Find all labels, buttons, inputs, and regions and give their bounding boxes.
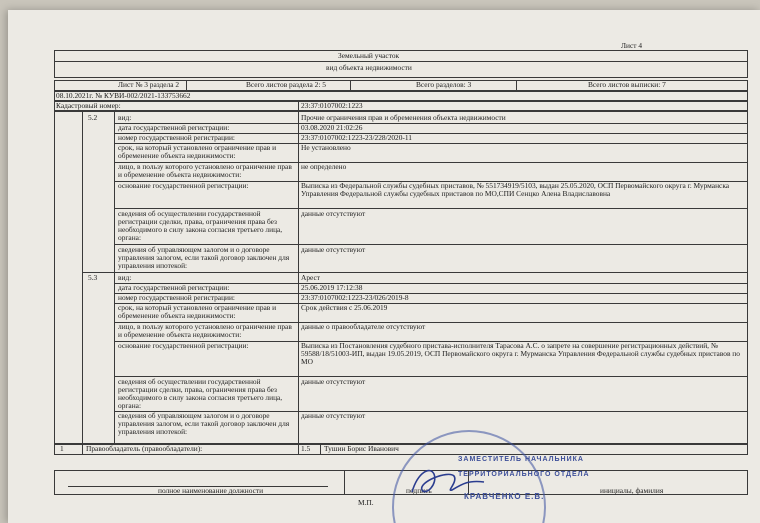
r52-person-value: не определено (301, 162, 347, 171)
r52-basis-value: Выписка из Федеральной службы судебных приставов, № 551734919/5103, выдан 25.05.2020, ОСП Первомайского округа г. Мурманска Управления Федеральной службы судебных приставов по МО,СПИ Сенцко Алена Владиславовна (301, 181, 730, 198)
sheet-number: Лист 4 (621, 41, 643, 50)
r53-vid-value: Арест (301, 273, 321, 282)
signature-caption: подпись (406, 486, 432, 495)
r53-term-value: Срок действия с 25.06.2019 (301, 303, 388, 312)
r53-person-label: лицо, в пользу которого установлено ограничение прав и обременение объекта недвижимости: (118, 322, 292, 339)
object-title: Земельный участок (338, 51, 400, 60)
divider (350, 80, 351, 91)
stamp-name: КРАВЧЕНКО Е.В. (464, 492, 545, 501)
owner-sub-number: 1.5 (301, 444, 311, 453)
date-number: 08.10.2021г. № КУВИ-002/2021-133753662 (56, 91, 191, 100)
divider (54, 61, 748, 62)
r53-deal-value: данные отсутствуют (301, 377, 366, 386)
cadastral-row (54, 101, 748, 111)
section-divider (82, 272, 748, 273)
row-number-5-2: 5.2 (88, 113, 98, 122)
owner-row-number: 1 (60, 444, 64, 453)
r52-regnum-label: номер государственной регистрации: (118, 133, 235, 142)
r52-deal-value: данные отсутствуют (301, 209, 366, 218)
divider (186, 80, 187, 91)
divider (516, 80, 517, 91)
total-sections: Всего разделов: 3 (416, 80, 472, 89)
divider (82, 111, 83, 444)
r52-term-value: Не установлено (301, 143, 351, 152)
r53-date-value: 25.06.2019 17:12:38 (301, 283, 363, 292)
r53-pledge-label: сведения об управляющем залогом и о договоре управления залогом, если такой договор заключен для управления ипотекой: (118, 411, 290, 436)
owner-name: Тушин Борис Иванович (324, 444, 399, 453)
divider (82, 444, 83, 455)
r52-pledge-value: данные отсутствуют (301, 245, 366, 254)
r53-deal-label: сведения об осуществлении государственной регистрации сделки, права, ограничения права без необходимого в силу закона согласия третьего лица, органа: (118, 377, 283, 410)
row-number-5-3: 5.3 (88, 273, 98, 282)
total-sheets-section: Всего листов раздела 2: 5 (246, 80, 326, 89)
r53-pledge-value: данные отсутствуют (301, 411, 366, 420)
document-page (8, 10, 760, 523)
r52-term-label: срок, на который установлено ограничение прав и обременение объекта недвижимости: (118, 143, 277, 160)
divider (298, 111, 299, 444)
divider (114, 111, 115, 444)
cadastral-value: 23:37:0107002:1223 (301, 101, 363, 110)
divider (298, 101, 299, 111)
r53-date-label: дата государственной регистрации: (118, 283, 230, 292)
divider (320, 444, 321, 455)
r53-basis-value: Выписка из Постановления судебного пристава-исполнителя Тарасова А.С. о запрете на совершение регистрационных действий, № 59588/18/51003-ИП, выдан 19.05.2019, ОСП Первомайского округа г. Мурманска Управления Федеральной службы судебных приставов по МО (301, 341, 740, 366)
r52-basis-label: основание государственной регистрации: (118, 181, 249, 190)
r53-regnum-value: 23:37:0107002:1223-23/026/2019-8 (301, 293, 409, 302)
divider (298, 444, 299, 455)
cadastral-label: Кадастровый номер: (56, 101, 121, 110)
stamp-place-mark: М.П. (358, 498, 374, 507)
owner-label: Правообладатель (правообладатели): (86, 444, 203, 453)
position-caption: полное наименование должности (158, 486, 264, 495)
r52-pledge-label: сведения об управляющем залогом и о договоре управления залогом, если такой договор заключен для управления ипотекой: (118, 245, 290, 270)
r53-vid-label: вид: (118, 273, 132, 282)
r52-vid-value: Прочие ограничения прав и обременения объекта недвижимости (301, 113, 506, 122)
r53-term-label: срок, на который установлено ограничение прав и обременение объекта недвижимости: (118, 303, 277, 320)
r52-regnum-value: 23:37:0107002:1223-23/228/2020-11 (301, 133, 412, 142)
r52-person-label: лицо, в пользу которого установлено ограничение прав и обременение объекта недвижимости: (118, 162, 292, 179)
total-sheets-extract: Всего листов выписки: 7 (588, 80, 666, 89)
object-subtitle: вид объекта недвижимости (326, 63, 412, 72)
divider (344, 470, 345, 495)
sheet-section: Лист № 3 раздела 2 (118, 80, 180, 89)
r52-date-value: 03.08.2020 21:02:26 (301, 123, 363, 132)
r52-vid-label: вид: (118, 113, 132, 122)
r52-deal-label: сведения об осуществлении государственной регистрации сделки, права, ограничения права без необходимого в силу закона согласия третьего лица, органа: (118, 209, 283, 242)
r53-person-value: данные о правообладателе отсутствуют (301, 322, 426, 331)
r53-regnum-label: номер государственной регистрации: (118, 293, 235, 302)
r52-date-label: дата государственной регистрации: (118, 123, 230, 132)
stamp-line-1: ЗАМЕСТИТЕЛЬ НАЧАЛЬНИКА (458, 456, 584, 463)
name-caption: инициалы, фамилия (600, 486, 664, 495)
r53-basis-label: основание государственной регистрации: (118, 341, 249, 350)
stamp-line-2: ТЕРРИТОРИАЛЬНОГО ОТДЕЛА (458, 471, 590, 478)
